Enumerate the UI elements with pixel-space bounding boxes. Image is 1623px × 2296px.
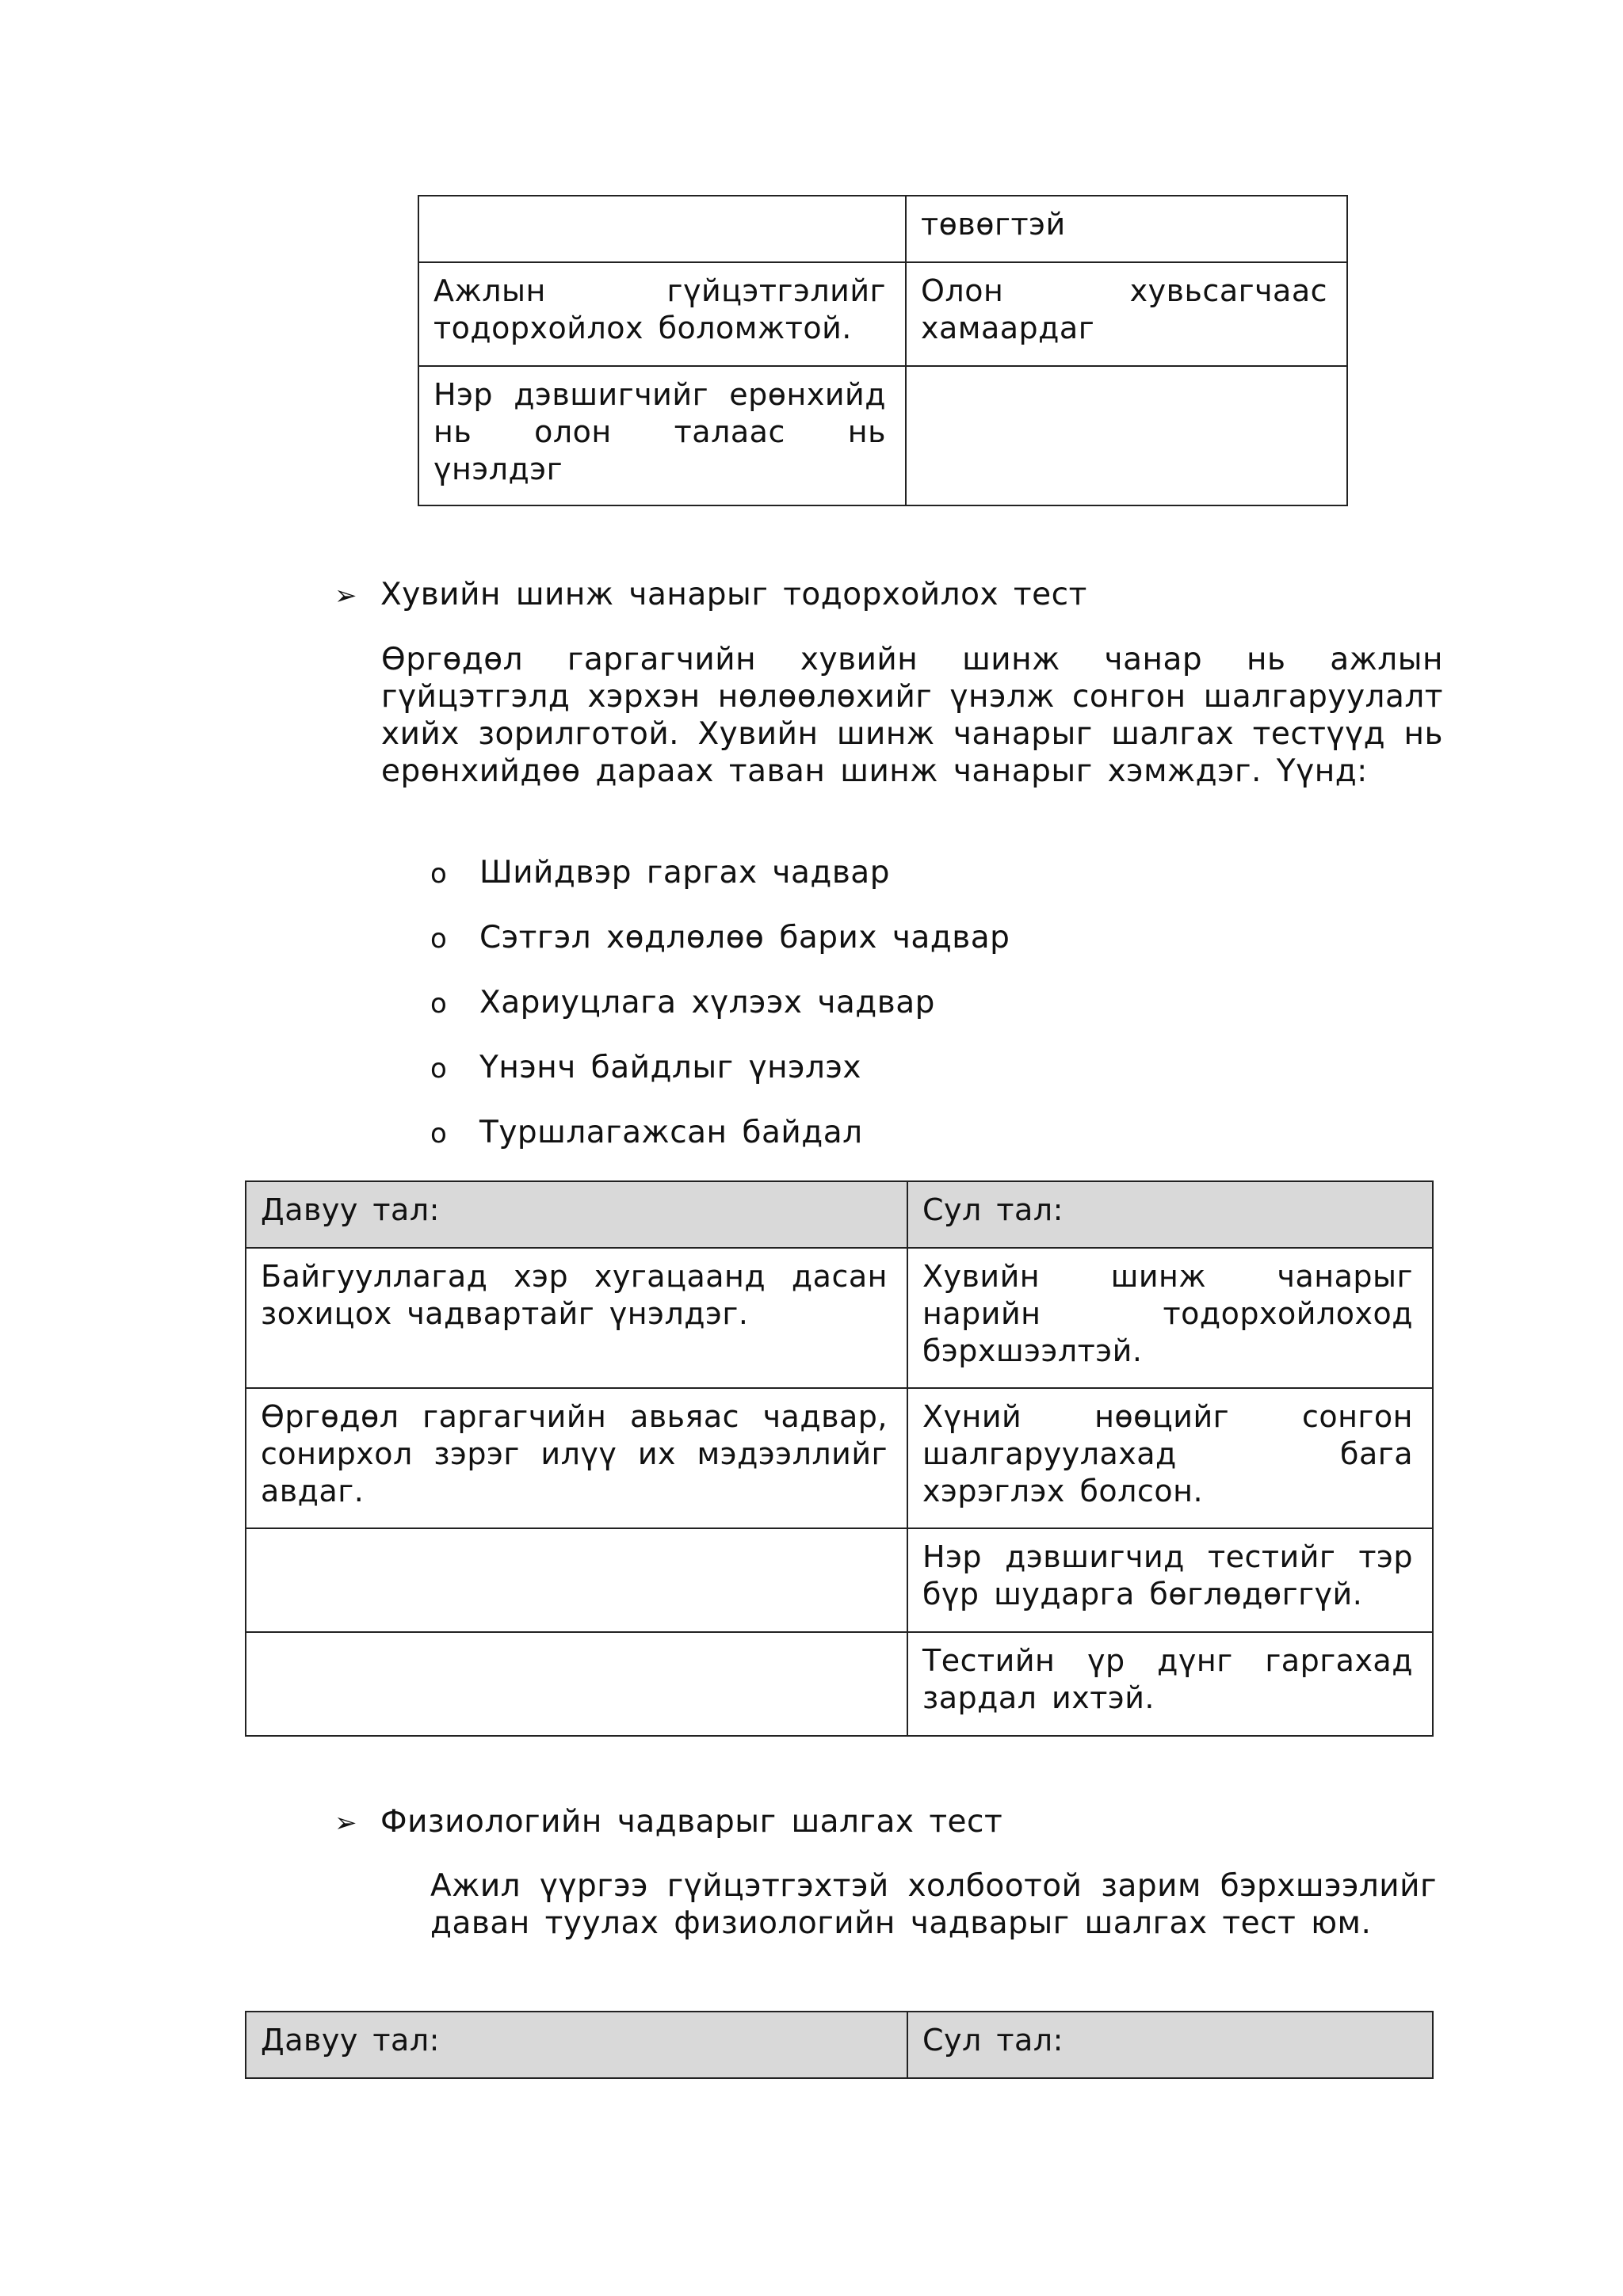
comparison-table-3 [245, 2011, 1434, 2079]
table-cell: Хүний нөөцийг сонгон шалгаруулахад бага хэрэглэх болсон. [907, 1388, 1433, 1528]
list-item: o Шийдвэр гаргах чадвар [430, 854, 1010, 919]
table-cell: Өргөдөл гаргагчийн авьяас чадвар, сонирхол зэрэг илүү их мэдээллийг авдаг. [246, 1388, 907, 1528]
table-cell: Нэр дэвшигчийг ерөнхийд нь олон талаас нь үнэлдэг [418, 366, 906, 505]
circle-bullet-icon: o [430, 988, 448, 1020]
list-item: o Туршлагажсан байдал [430, 1114, 1010, 1179]
table-cell [418, 196, 906, 262]
list-item: o Хариуцлага хүлээх чадвар [430, 984, 1010, 1049]
table-row [418, 366, 1347, 505]
table-row [246, 1632, 1433, 1736]
table-header-row [246, 2012, 1433, 2078]
section-paragraph: Өргөдөл гаргагчийн хувийн шинж чанар нь ажлын гүйцэтгэлд хэрхэн нөлөөлөхийг үнэлж сонгон шалгаруулалт хийх зорилготой. Хувийн шинж чанарыг шалгах тестүүд нь ерөнхийдөө дараах таван шинж чанарыг хэмждэг. Үүнд: [381, 642, 1443, 789]
circle-bullet-icon: o [430, 1118, 448, 1150]
section-heading-personality-test [334, 576, 1087, 615]
table-cell: Хувийн шинж чанарыг нарийн тодорхойлоход бэрхшээлтэй. [907, 1248, 1433, 1388]
section-paragraph: Ажил үүргээ гүйцэтгэхтэй холбоотой зарим бэрхшээлийг даван туулах физиологийн чадварыг шалгах тест юм. [430, 1868, 1437, 1941]
section-heading-physiology-test [334, 1803, 1002, 1842]
circle-bullet-icon: o [430, 858, 448, 890]
circle-bullet-icon: o [430, 923, 448, 955]
table-cell [906, 366, 1347, 505]
bullet-list [430, 854, 1010, 1179]
table-cell: Тестийн үр дүнг гаргахад зардал ихтэй. [907, 1632, 1433, 1736]
circle-bullet-icon: o [430, 1053, 448, 1085]
heading-text: Хувийн шинж чанарыг тодорхойлох тест [380, 577, 1087, 612]
table-cell: Ажлын гүйцэтгэлийг тодорхойлох боломжтой. [418, 262, 906, 366]
arrow-bullet-icon: ➢ [334, 1807, 357, 1839]
comparison-table-1 [418, 195, 1348, 506]
comparison-table-2 [245, 1180, 1434, 1737]
table-cell: Байгууллагад хэр хугацаанд дасан зохицох чадвартайг үнэлдэг. [246, 1248, 907, 1388]
table-header-row [246, 1181, 1433, 1248]
heading-text: Физиологийн чадварыг шалгах тест [380, 1804, 1003, 1840]
column-header-advantages: Давуу тал: [246, 1181, 907, 1248]
list-item: o Сэтгэл хөдлөлөө барих чадвар [430, 919, 1010, 984]
table-cell: төвөгтэй [906, 196, 1347, 262]
table-cell: Нэр дэвшигчид тестийг тэр бүр шударга бөглөдөггүй. [907, 1528, 1433, 1632]
column-header-disadvantages: Сул тал: [907, 1181, 1433, 1248]
table-row [246, 1528, 1433, 1632]
table-row [246, 1248, 1433, 1388]
table-row [246, 1388, 1433, 1528]
list-item: o Үнэнч байдлыг үнэлэх [430, 1049, 1010, 1114]
table-row [418, 262, 1347, 366]
column-header-advantages: Давуу тал: [246, 2012, 907, 2078]
column-header-disadvantages: Сул тал: [907, 2012, 1433, 2078]
table-cell [246, 1632, 907, 1736]
arrow-bullet-icon: ➢ [334, 580, 357, 612]
table-row [418, 196, 1347, 262]
table-cell [246, 1528, 907, 1632]
table-cell: Олон хувьсагчаас хамаардаг [906, 262, 1347, 366]
